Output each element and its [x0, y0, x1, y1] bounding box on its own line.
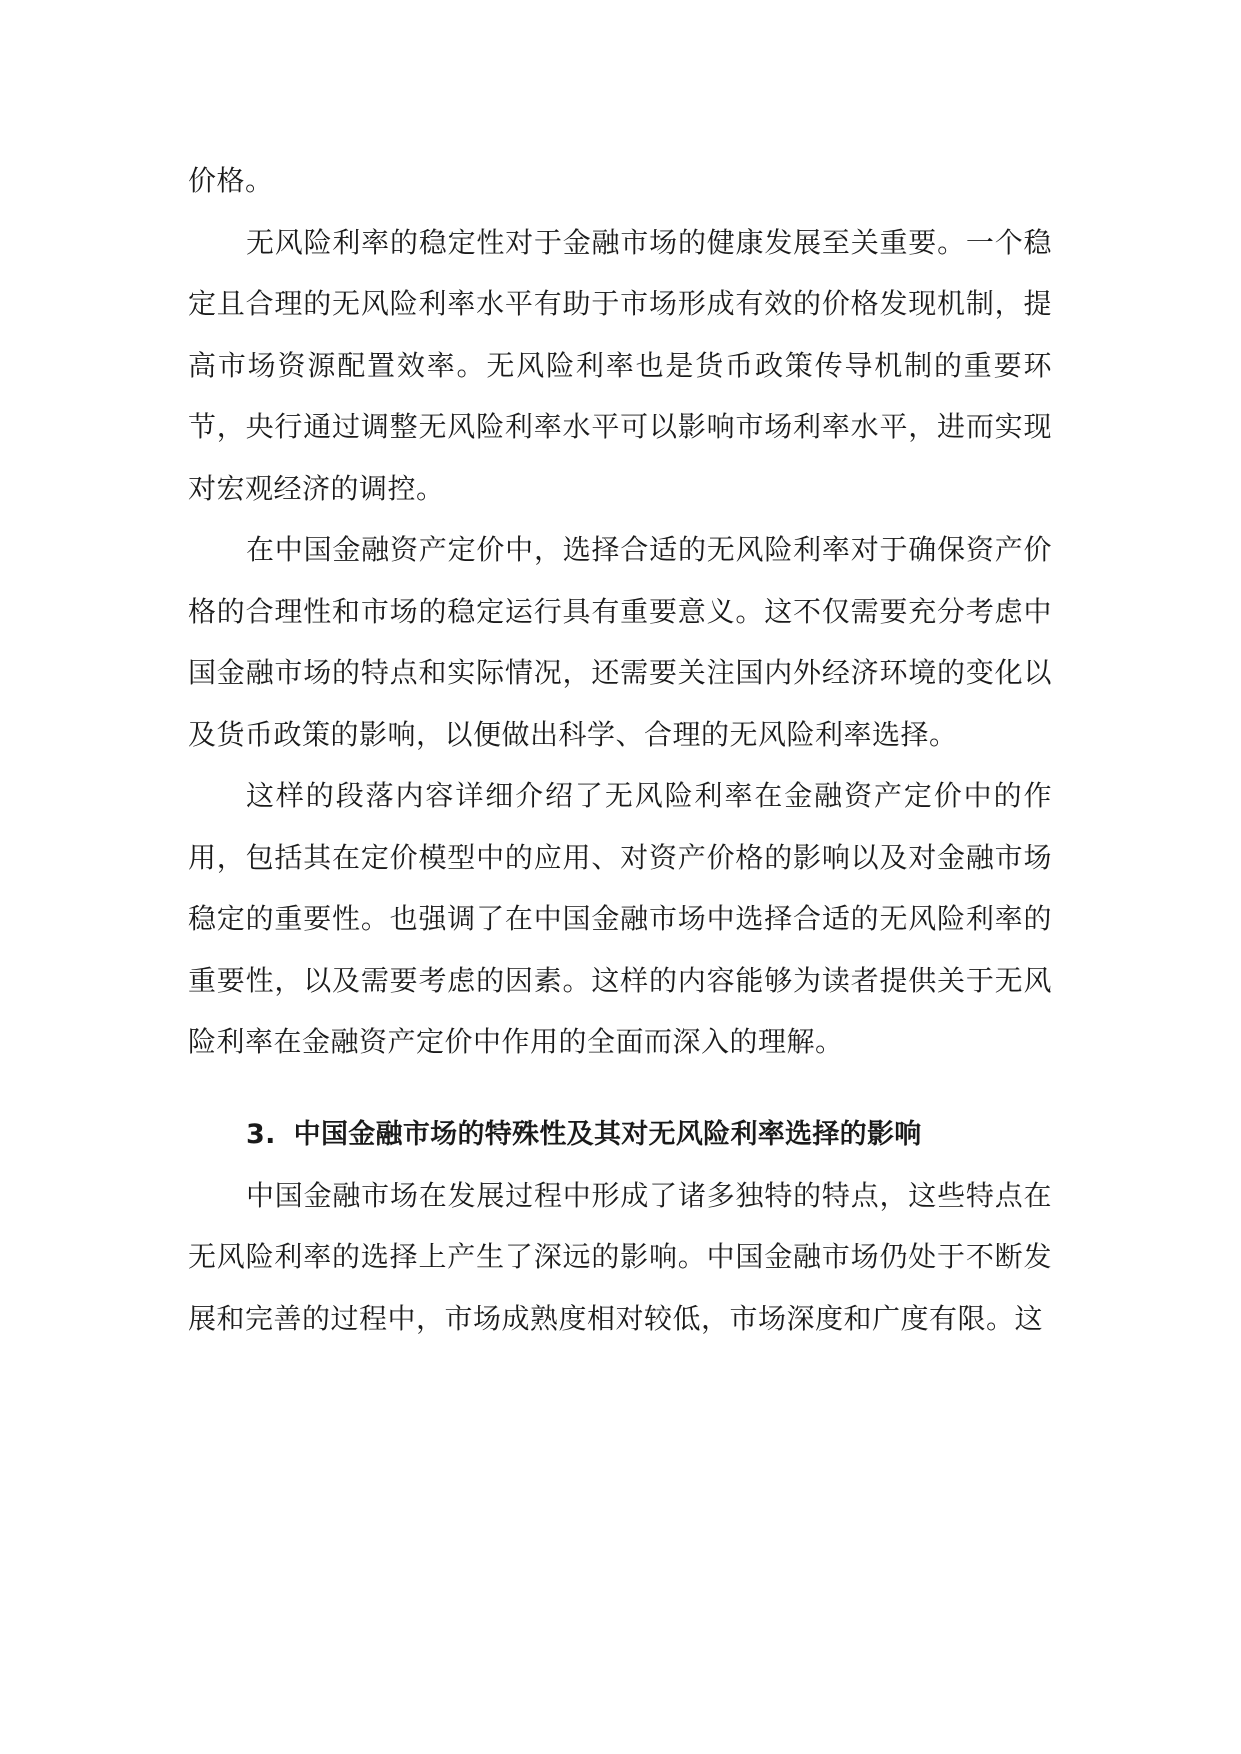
paragraph-continuation: 价格。: [188, 164, 274, 197]
paragraph-selection: 在中国金融资产定价中，选择合适的无风险利率对于确保资产价格的合理性和市场的稳定运行具有重要意义。这不仅需要充分考虑中国金融市场的特点和实际情况，还需要关注国内外经济环境的变化以及货币政策的影响，以便做出科学、合理的无风险利率选择。: [188, 533, 1052, 751]
section-spacer: [188, 1073, 1052, 1105]
section-title: 中国金融市场的特殊性及其对无风险利率选择的影响: [293, 1118, 922, 1150]
paragraph-market-features: 中国金融市场在发展过程中形成了诸多独特的特点，这些特点在无风险利率的选择上产生了深远的影响。中国金融市场仍处于不断发展和完善的过程中，市场成熟度相对较低，市场深度和广度有限。这: [188, 1178, 1052, 1335]
paragraph-stability: 无风险利率的稳定性对于金融市场的健康发展至关重要。一个稳定且合理的无风险利率水平有助于市场形成有效的价格发现机制，提高市场资源配置效率。无风险利率也是货币政策传导机制的重要环节，央行通过调整无风险利率水平可以影响市场利率水平，进而实现对宏观经济的调控。: [188, 225, 1052, 505]
section-number: 3.: [246, 1118, 276, 1150]
section-heading: [188, 1105, 1052, 1165]
document-page: [188, 150, 1052, 1349]
paragraph-summary: 这样的段落内容详细介绍了无风险利率在金融资产定价中的作用，包括其在定价模型中的应用、对资产价格的影响以及对金融市场稳定的重要性。也强调了在中国金融市场中选择合适的无风险利率的重要性，以及需要考虑的因素。这样的内容能够为读者提供关于无风险利率在金融资产定价中作用的全面而深入的理解。: [188, 779, 1052, 1058]
